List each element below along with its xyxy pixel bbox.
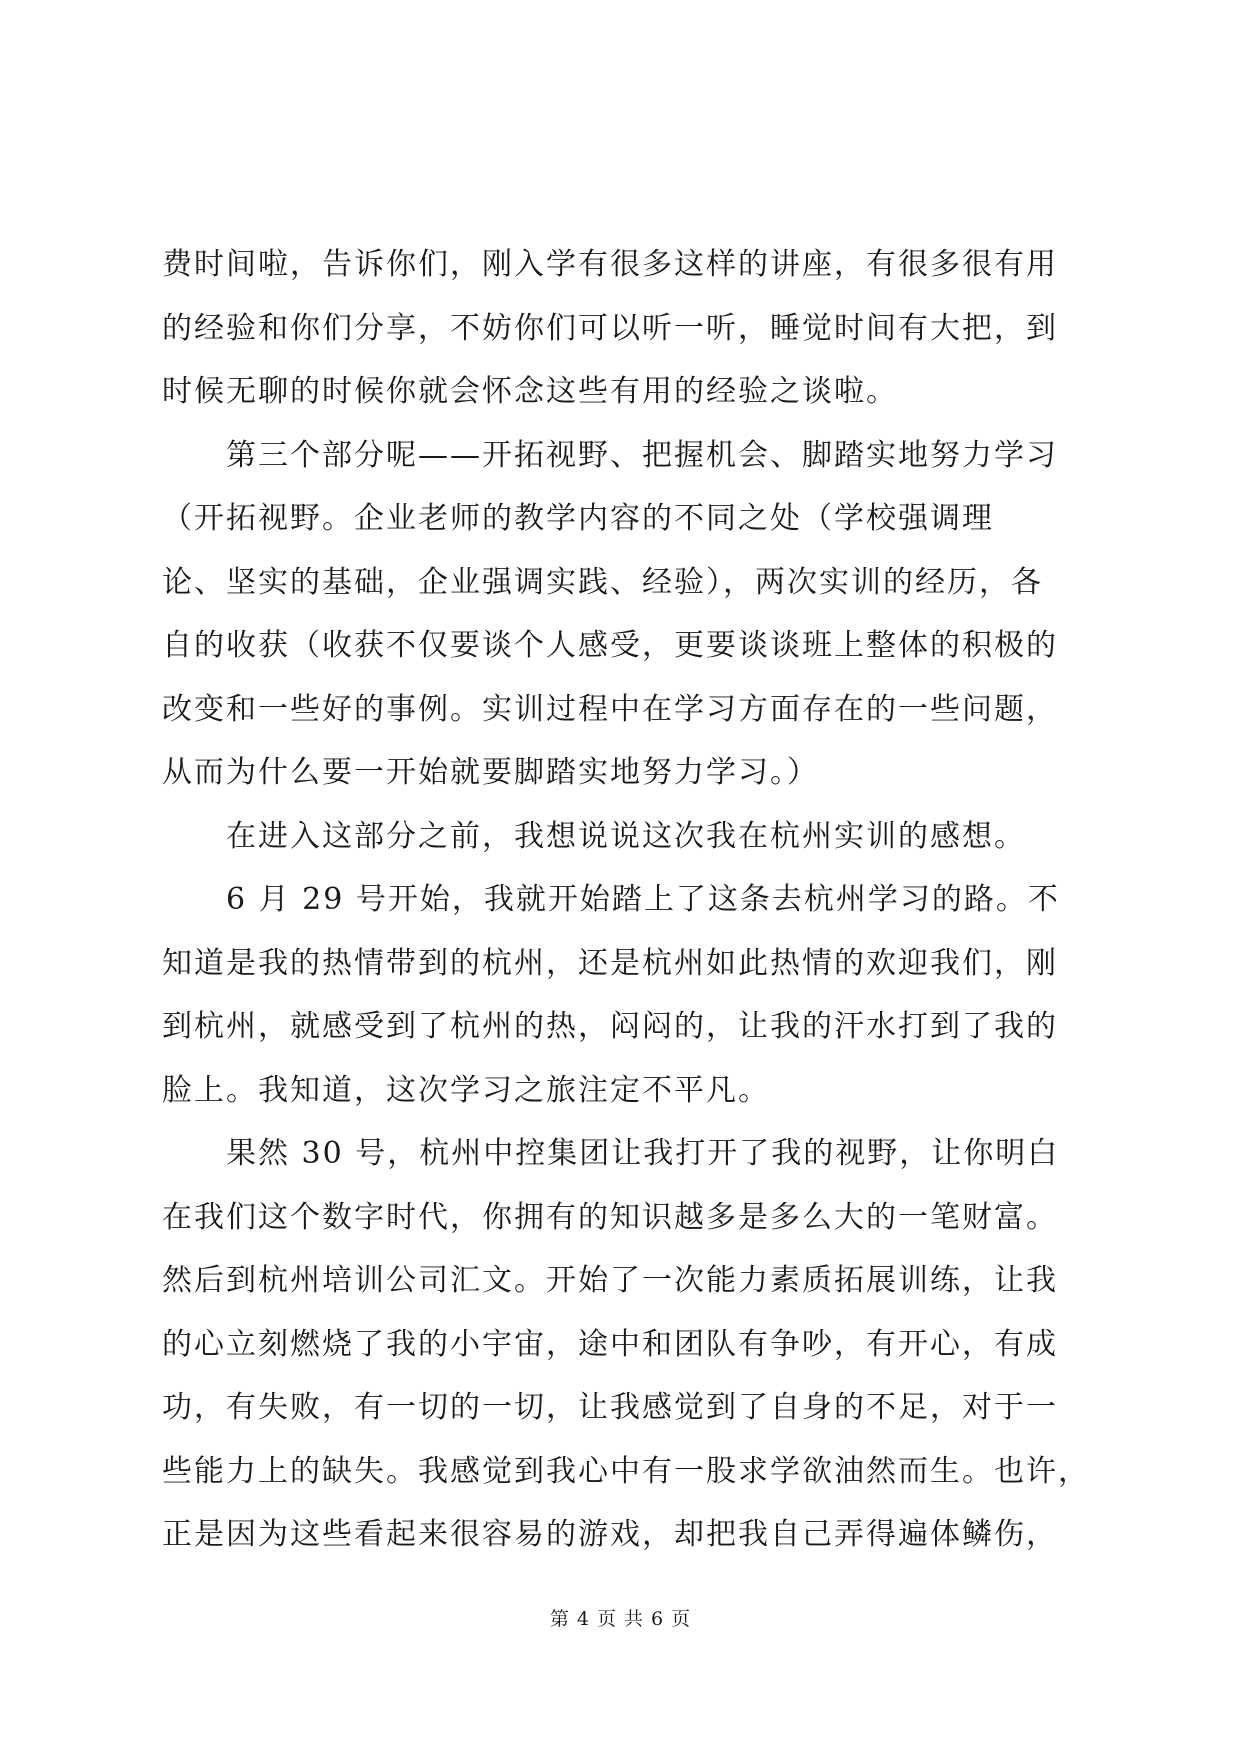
text-line: 论、坚实的基础，企业强调实践、经验），两次实训的经历，各 bbox=[162, 564, 1043, 600]
text-line: 然后到杭州培训公司汇文。开始了一次能力素质拓展训练，让我 bbox=[162, 1263, 1058, 1298]
text-line: 改变和一些好的事例。实训过程中在学习方面存在的一些问题， bbox=[162, 691, 1058, 727]
text-line: 知道是我的热情带到的杭州，还是杭州如此热情的欢迎我们，刚 bbox=[162, 945, 1058, 981]
text-line: 在我们这个数字时代，你拥有的知识越多是多么大的一笔财富。 bbox=[162, 1199, 1058, 1235]
text-line: 到杭州，就感受到了杭州的热，闷闷的，让我的汗水打到了我的 bbox=[162, 1009, 1058, 1044]
text-line: 时候无聊的时候你就会怀念这些有用的经验之谈啦。 bbox=[162, 374, 898, 409]
text-line: 自的收获（收获不仅要谈个人感受，更要谈谈班上整体的积极的 bbox=[162, 628, 1058, 663]
text-line: 费时间啦，告诉你们，刚入学有很多这样的讲座，有很多很有用 bbox=[162, 247, 1058, 282]
text-line: 正是因为这些看起来很容易的游戏，却把我自己弄得遍体鳞伤， bbox=[162, 1517, 1058, 1552]
text-line: 的心立刻燃烧了我的小宇宙，途中和团队有争吵，有开心，有成 bbox=[162, 1326, 1058, 1362]
text-line: 第三个部分呢——开拓视野、把握机会、脚踏实地努力学习 bbox=[162, 437, 1058, 473]
page-number-footer: 第 4 页 共 6 页 bbox=[549, 1608, 692, 1630]
text-line: （开拓视野。企业老师的教学内容的不同之处（学校强调理 bbox=[162, 501, 994, 536]
text-line: 的经验和你们分享，不妨你们可以听一听，睡觉时间有大把，到 bbox=[162, 310, 1058, 346]
body-text bbox=[162, 233, 1090, 1567]
text-line: 些能力上的缺失。我感觉到我心中有一股求学欲油然而生。也许， bbox=[162, 1453, 1090, 1489]
text-line: 脸上。我知道，这次学习之旅注定不平凡。 bbox=[162, 1072, 770, 1108]
text-line: 果然 30 号，杭州中控集团让我打开了我的视野，让你明白 bbox=[162, 1136, 1060, 1171]
text-line: 6 月 29 号开始，我就开始踏上了这条去杭州学习的路。不 bbox=[162, 882, 1060, 917]
text-line: 功，有失败，有一切的一切，让我感觉到了自身的不足，对于一 bbox=[162, 1390, 1058, 1425]
text-line: 在进入这部分之前，我想说说这次我在杭州实训的感想。 bbox=[162, 818, 1026, 854]
text-line: 从而为什么要一开始就要脚踏实地努力学习。） bbox=[162, 755, 819, 790]
